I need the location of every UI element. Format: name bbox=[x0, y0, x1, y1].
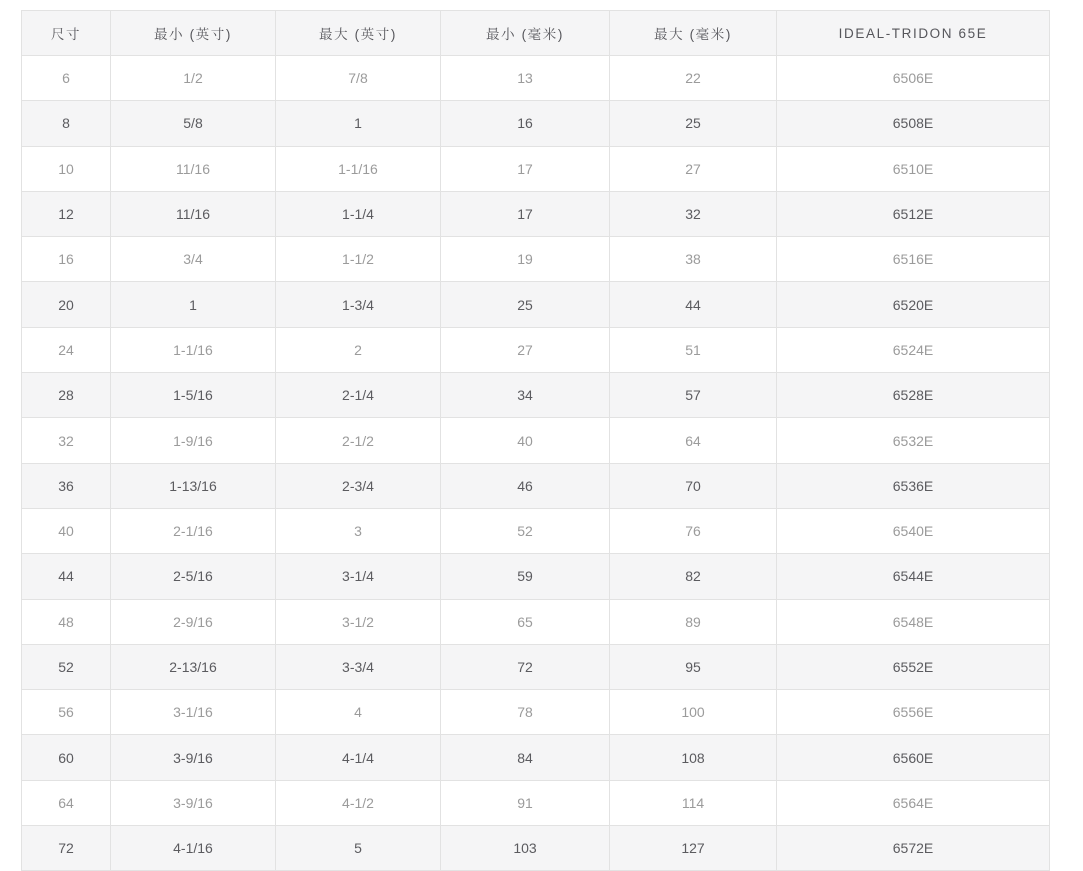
table-cell: 11/16 bbox=[111, 146, 276, 191]
table-cell: 4 bbox=[276, 690, 441, 735]
table-cell: 2-1/4 bbox=[276, 373, 441, 418]
table-cell: 6506E bbox=[777, 56, 1050, 101]
table-cell: 22 bbox=[610, 56, 777, 101]
table-cell: 11/16 bbox=[111, 191, 276, 236]
column-header-min-in: 最小 (英寸) bbox=[111, 11, 276, 56]
table-cell: 100 bbox=[610, 690, 777, 735]
table-cell: 5/8 bbox=[111, 101, 276, 146]
table-cell: 2-13/16 bbox=[111, 644, 276, 689]
table-cell: 95 bbox=[610, 644, 777, 689]
table-cell: 108 bbox=[610, 735, 777, 780]
table-cell: 1/2 bbox=[111, 56, 276, 101]
table-row bbox=[22, 282, 1050, 327]
table-cell: 1-5/16 bbox=[111, 373, 276, 418]
table-cell: 4-1/16 bbox=[111, 826, 276, 871]
table-cell: 3 bbox=[276, 508, 441, 553]
table-cell: 2-3/4 bbox=[276, 463, 441, 508]
table-cell: 89 bbox=[610, 599, 777, 644]
table-cell: 103 bbox=[441, 826, 610, 871]
table-cell: 51 bbox=[610, 327, 777, 372]
table-cell: 52 bbox=[441, 508, 610, 553]
table-cell: 25 bbox=[441, 282, 610, 327]
table-cell: 3-3/4 bbox=[276, 644, 441, 689]
table-cell: 10 bbox=[22, 146, 111, 191]
table-cell: 6532E bbox=[777, 418, 1050, 463]
table-cell: 28 bbox=[22, 373, 111, 418]
table-cell: 64 bbox=[610, 418, 777, 463]
table-head bbox=[22, 11, 1050, 56]
table-cell: 4-1/2 bbox=[276, 780, 441, 825]
table-cell: 4-1/4 bbox=[276, 735, 441, 780]
column-header-part-number: IDEAL-TRIDON 65E bbox=[777, 11, 1050, 56]
table-cell: 82 bbox=[610, 554, 777, 599]
size-spec-table bbox=[21, 10, 1050, 871]
table-cell: 6572E bbox=[777, 826, 1050, 871]
table-cell: 46 bbox=[441, 463, 610, 508]
table-cell: 17 bbox=[441, 146, 610, 191]
table-cell: 64 bbox=[22, 780, 111, 825]
table-cell: 7/8 bbox=[276, 56, 441, 101]
table-cell: 16 bbox=[22, 237, 111, 282]
table-cell: 114 bbox=[610, 780, 777, 825]
column-header-min-mm: 最小 (毫米) bbox=[441, 11, 610, 56]
table-cell: 91 bbox=[441, 780, 610, 825]
table-cell: 1 bbox=[111, 282, 276, 327]
table-cell: 76 bbox=[610, 508, 777, 553]
table-cell: 52 bbox=[22, 644, 111, 689]
table-cell: 6524E bbox=[777, 327, 1050, 372]
table-cell: 38 bbox=[610, 237, 777, 282]
table-cell: 3-1/4 bbox=[276, 554, 441, 599]
table-cell: 6544E bbox=[777, 554, 1050, 599]
table-cell: 78 bbox=[441, 690, 610, 735]
table-row bbox=[22, 735, 1050, 780]
table-cell: 2-1/16 bbox=[111, 508, 276, 553]
table-cell: 6512E bbox=[777, 191, 1050, 236]
table-cell: 6528E bbox=[777, 373, 1050, 418]
table-cell: 36 bbox=[22, 463, 111, 508]
table-cell: 56 bbox=[22, 690, 111, 735]
table-cell: 70 bbox=[610, 463, 777, 508]
table-cell: 1-1/4 bbox=[276, 191, 441, 236]
table-cell: 1-1/16 bbox=[276, 146, 441, 191]
table-cell: 1-1/16 bbox=[111, 327, 276, 372]
table-cell: 1-9/16 bbox=[111, 418, 276, 463]
header-row bbox=[22, 11, 1050, 56]
table-cell: 60 bbox=[22, 735, 111, 780]
table-cell: 1-3/4 bbox=[276, 282, 441, 327]
table-cell: 34 bbox=[441, 373, 610, 418]
table-cell: 3/4 bbox=[111, 237, 276, 282]
table-cell: 2-1/2 bbox=[276, 418, 441, 463]
table-row bbox=[22, 644, 1050, 689]
table-cell: 2-9/16 bbox=[111, 599, 276, 644]
table-row bbox=[22, 599, 1050, 644]
table-row bbox=[22, 146, 1050, 191]
table-row bbox=[22, 826, 1050, 871]
table-cell: 1-13/16 bbox=[111, 463, 276, 508]
table-cell: 6 bbox=[22, 56, 111, 101]
table-cell: 27 bbox=[441, 327, 610, 372]
table-cell: 3-1/16 bbox=[111, 690, 276, 735]
table-row bbox=[22, 327, 1050, 372]
table-cell: 40 bbox=[441, 418, 610, 463]
table-cell: 6556E bbox=[777, 690, 1050, 735]
table-cell: 3-1/2 bbox=[276, 599, 441, 644]
table-cell: 16 bbox=[441, 101, 610, 146]
table-cell: 3-9/16 bbox=[111, 780, 276, 825]
table-row bbox=[22, 237, 1050, 282]
table-cell: 6548E bbox=[777, 599, 1050, 644]
table-cell: 25 bbox=[610, 101, 777, 146]
table-cell: 17 bbox=[441, 191, 610, 236]
table-cell: 84 bbox=[441, 735, 610, 780]
table-cell: 20 bbox=[22, 282, 111, 327]
table-row bbox=[22, 463, 1050, 508]
table-row bbox=[22, 373, 1050, 418]
table-cell: 65 bbox=[441, 599, 610, 644]
table-cell: 44 bbox=[22, 554, 111, 599]
table-cell: 57 bbox=[610, 373, 777, 418]
table-row bbox=[22, 101, 1050, 146]
table-cell: 32 bbox=[610, 191, 777, 236]
table-row bbox=[22, 780, 1050, 825]
table-cell: 2 bbox=[276, 327, 441, 372]
table-cell: 44 bbox=[610, 282, 777, 327]
table-cell: 6564E bbox=[777, 780, 1050, 825]
table-cell: 6510E bbox=[777, 146, 1050, 191]
table-cell: 72 bbox=[22, 826, 111, 871]
table-row bbox=[22, 191, 1050, 236]
table-cell: 32 bbox=[22, 418, 111, 463]
table-cell: 6536E bbox=[777, 463, 1050, 508]
table-row bbox=[22, 418, 1050, 463]
table-cell: 5 bbox=[276, 826, 441, 871]
table-cell: 2-5/16 bbox=[111, 554, 276, 599]
table-cell: 13 bbox=[441, 56, 610, 101]
table-row bbox=[22, 508, 1050, 553]
table-cell: 8 bbox=[22, 101, 111, 146]
table-cell: 59 bbox=[441, 554, 610, 599]
table-cell: 72 bbox=[441, 644, 610, 689]
column-header-size: 尺寸 bbox=[22, 11, 111, 56]
table-cell: 127 bbox=[610, 826, 777, 871]
table-row bbox=[22, 690, 1050, 735]
table-cell: 24 bbox=[22, 327, 111, 372]
table-cell: 1 bbox=[276, 101, 441, 146]
table-cell: 6516E bbox=[777, 237, 1050, 282]
table-cell: 48 bbox=[22, 599, 111, 644]
table-cell: 27 bbox=[610, 146, 777, 191]
table-cell: 19 bbox=[441, 237, 610, 282]
column-header-max-mm: 最大 (毫米) bbox=[610, 11, 777, 56]
table-cell: 3-9/16 bbox=[111, 735, 276, 780]
table-cell: 6520E bbox=[777, 282, 1050, 327]
table-row bbox=[22, 56, 1050, 101]
table-cell: 6560E bbox=[777, 735, 1050, 780]
table-body bbox=[22, 56, 1050, 871]
table-cell: 12 bbox=[22, 191, 111, 236]
table-row bbox=[22, 554, 1050, 599]
table-cell: 1-1/2 bbox=[276, 237, 441, 282]
table-cell: 6540E bbox=[777, 508, 1050, 553]
table-cell: 6552E bbox=[777, 644, 1050, 689]
table-cell: 6508E bbox=[777, 101, 1050, 146]
column-header-max-in: 最大 (英寸) bbox=[276, 11, 441, 56]
table-cell: 40 bbox=[22, 508, 111, 553]
